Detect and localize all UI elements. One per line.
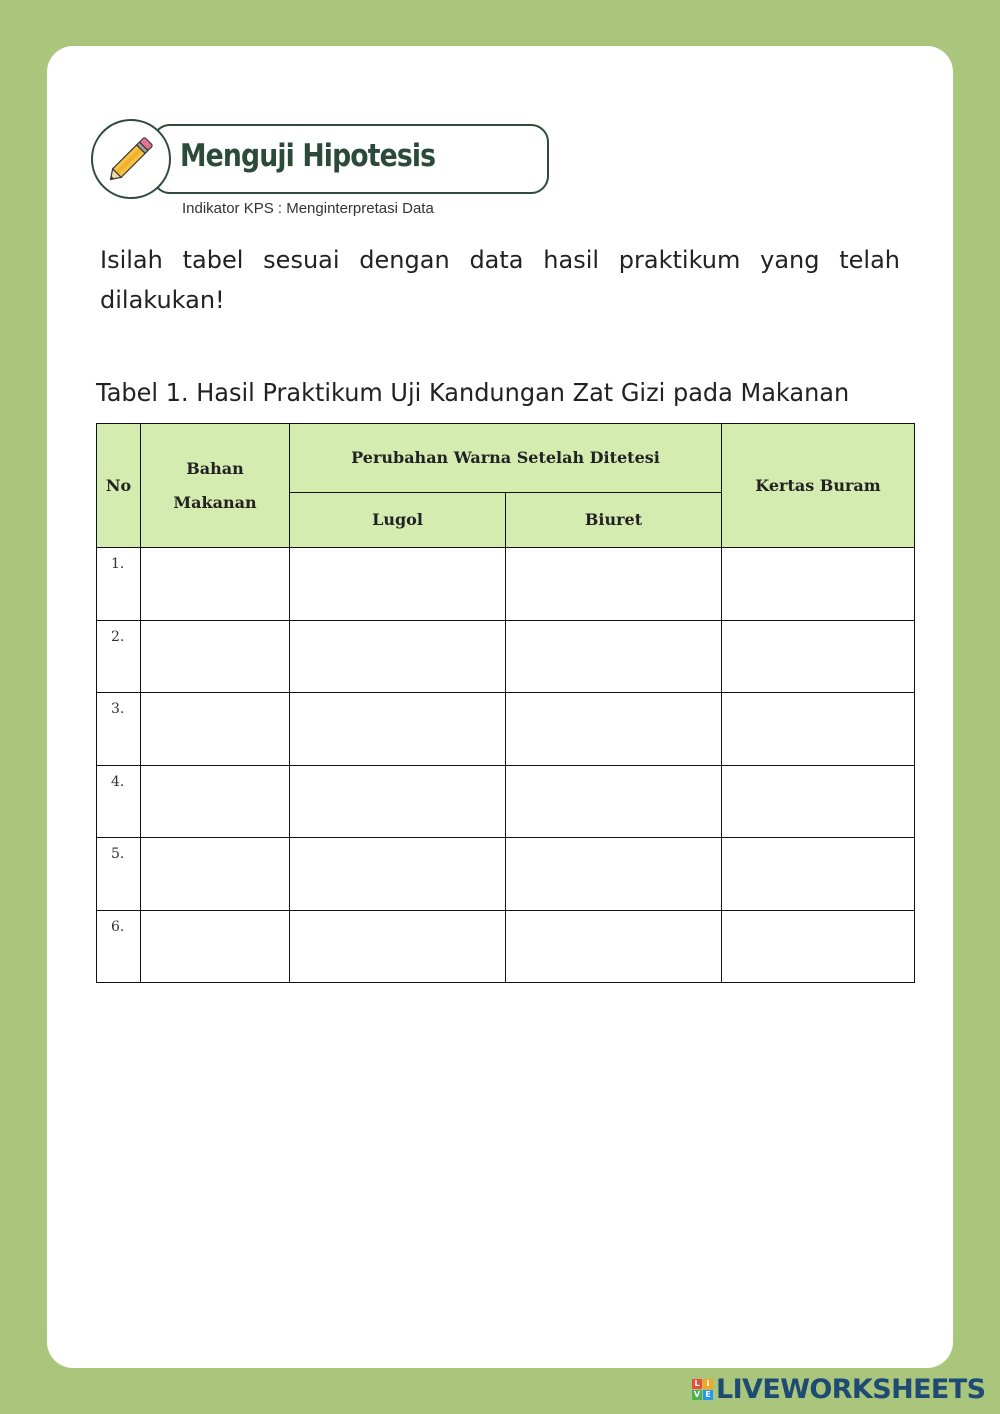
kertas-input-cell[interactable] [722,765,915,838]
table-row [97,620,915,693]
table-row [97,838,915,911]
instruction-text: Isilah tabel sesuai dengan data hasil praktikum yang telah dilakukan! [100,246,900,314]
liveworksheets-logo[interactable] [692,1374,985,1404]
logo-text: LIVEWORKSHEETS [716,1373,986,1405]
biuret-input-cell[interactable] [506,620,722,693]
row-number: 1. [97,548,141,621]
kertas-input-cell[interactable] [722,838,915,911]
page-title: Menguji Hipotesis [180,138,436,174]
header-bahan-makanan: Bahan Makanan [141,424,290,548]
kertas-input-cell[interactable] [722,910,915,983]
logo-grid-icon: L I V E [692,1379,713,1400]
bahan-input-cell[interactable] [141,693,290,766]
table-row [97,765,915,838]
row-number: 2. [97,620,141,693]
row-number: 6. [97,910,141,983]
kertas-input-cell[interactable] [722,548,915,621]
table-row [97,693,915,766]
lugol-input-cell[interactable] [290,910,506,983]
biuret-input-cell[interactable] [506,765,722,838]
pencil-badge [91,119,171,199]
header-lugol: Lugol [290,493,506,548]
lugol-input-cell[interactable] [290,838,506,911]
table-row [97,910,915,983]
bahan-input-cell[interactable] [141,620,290,693]
bahan-input-cell[interactable] [141,910,290,983]
header-perubahan-warna: Perubahan Warna Setelah Ditetesi [290,424,722,493]
results-table [96,423,915,983]
lugol-input-cell[interactable] [290,620,506,693]
row-number: 5. [97,838,141,911]
biuret-input-cell[interactable] [506,548,722,621]
header-kertas-buram: Kertas Buram [722,424,915,548]
pencil-icon [101,129,161,189]
biuret-input-cell[interactable] [506,910,722,983]
bahan-input-cell[interactable] [141,838,290,911]
header-no: No [97,424,141,548]
table-row [97,548,915,621]
header-biuret: Biuret [506,493,722,548]
bahan-input-cell[interactable] [141,765,290,838]
kertas-input-cell[interactable] [722,620,915,693]
lugol-input-cell[interactable] [290,548,506,621]
table-caption: Tabel 1. Hasil Praktikum Uji Kandungan Zat Gizi pada Makanan [96,378,850,407]
indicator-text: Indikator KPS : Menginterpretasi Data [182,200,434,217]
bahan-input-cell[interactable] [141,548,290,621]
lugol-input-cell[interactable] [290,693,506,766]
row-number: 3. [97,693,141,766]
kertas-input-cell[interactable] [722,693,915,766]
lugol-input-cell[interactable] [290,765,506,838]
row-number: 4. [97,765,141,838]
biuret-input-cell[interactable] [506,838,722,911]
biuret-input-cell[interactable] [506,693,722,766]
